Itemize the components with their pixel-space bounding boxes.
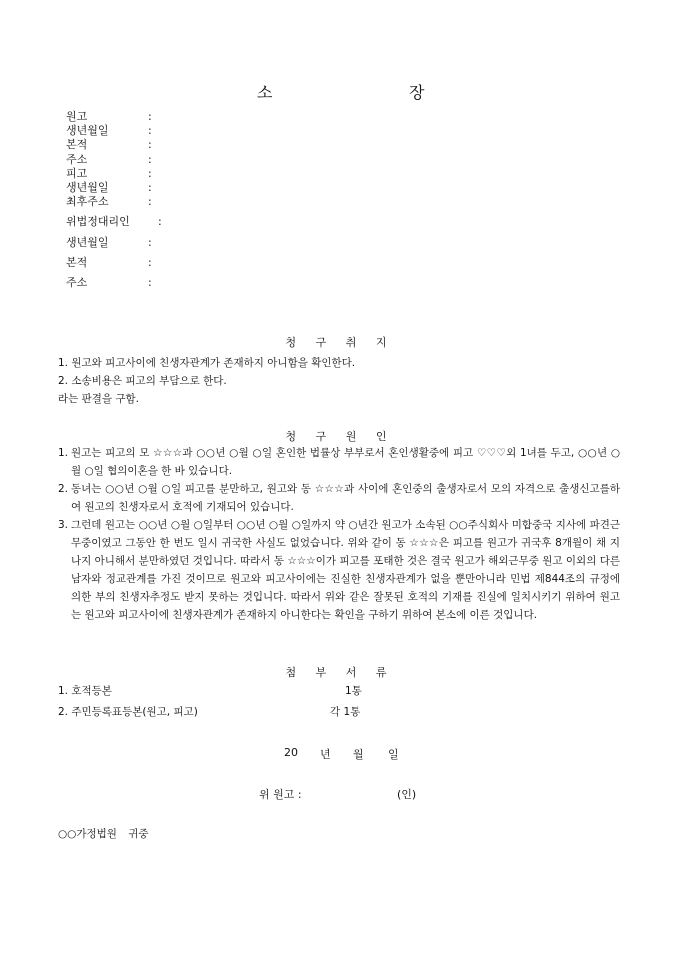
party-row: 본적 :: [66, 138, 152, 151]
party-row: 주소 :: [66, 153, 152, 166]
item-number: 2.: [58, 483, 69, 495]
date-month-label: 월: [353, 748, 364, 761]
court-suffix: 귀중: [128, 828, 149, 840]
party-label: 생년월일: [66, 181, 109, 194]
attachment-count: 1통: [345, 685, 362, 697]
seal-mark: (인): [397, 788, 417, 801]
claim-purpose-heading: 청 구 취 지: [285, 336, 395, 349]
attachment-row: [58, 683, 362, 698]
party-row: 생년월일 :: [66, 181, 152, 194]
claim-cause-item: [58, 480, 620, 516]
claim-cause-heading: 청 구 원 인: [285, 430, 395, 443]
claim-purpose-item: 1. 원고와 피고사이에 친생자관계가 존재하지 아니함을 확인한다.: [58, 357, 356, 369]
item-text: 동녀는 ○○년 ○월 ○일 피고를 분만하고, 원고와 동 ☆☆☆과 사이에 혼인중의 출생자로서 모의 자격으로 출생신고를하여 원고의 친생자로서 호적에 기재되어 있습니다.: [71, 483, 620, 513]
party-row: 피고 :: [66, 167, 152, 180]
party-row: 위법정대리인 :: [66, 215, 162, 228]
item-text: 원고는 피고의 모 ☆☆☆과 ○○년 ○월 ○일 혼인한 법률상 부부로서 혼인생활중에 피고 ♡♡♡외 1녀를 두고, ○○년 ○월 ○일 협의이혼을 한 바 있습니다.: [71, 447, 620, 477]
party-row: 주소 :: [66, 276, 152, 289]
attachment-name: 1. 호적등본: [58, 685, 112, 697]
attachment-count: 각 1통: [330, 706, 361, 718]
item-number: 3.: [58, 519, 69, 531]
party-label: 주소: [66, 276, 88, 289]
party-label: 위법정대리인: [66, 215, 130, 228]
attachment-name: 2. 주민등록표등본(원고, 피고): [58, 706, 198, 718]
item-text: 그런데 원고는 ○○년 ○월 ○일부터 ○○년 ○월 ○일까지 약 ○년간 원고가 소속된 ○○주식회사 미합중국 지사에 파견근무중이였고 그동안 한 번도 일시 귀국한 사실도 없었습니다. 위와 같이 동 ☆☆☆은 피고를 원고가 귀국후 8개월이 채 지나지 아니해서 분만하였던 것입니다. 따라서 동 ☆☆☆이가 피고를 포태한 것은 결국 원고가 해외근무중 원고 이외의 다른 남자와 정교관계를 가진 것이므로 원고와 피고사이에는 진실한 친생자관계가 없을 뿐만아니라 민법 제844조의 규정에 의한 부의 친생자추정도 받지 못하는 것입니다. 따라서 위와 같은 잘못된 호적의 기재를 진실에 일치시키기 위하여 원고는 원고와 피고사이에 친생자관계가 존재하지 아니한다는 확인을 구하기 위하여 본소에 이른 것입니다.: [71, 519, 620, 621]
signature-label: 위 원고 :: [259, 788, 302, 801]
claim-purpose-item: 2. 소송비용은 피고의 부담으로 한다.: [58, 375, 227, 387]
title-part-2: 장: [409, 83, 426, 102]
party-label: 생년월일: [66, 236, 109, 249]
date-day-label: 일: [388, 748, 399, 761]
claim-purpose-item: 라는 판결을 구함.: [58, 393, 140, 405]
attachment-row: [58, 704, 361, 719]
claim-cause-item: [58, 516, 620, 624]
party-row: 본적 :: [66, 256, 152, 269]
title-part-1: 소: [257, 83, 274, 102]
party-label: 본적: [66, 138, 88, 151]
party-label: 본적: [66, 256, 88, 269]
date-year: 20: [284, 746, 298, 759]
party-row: 최후주소 :: [66, 195, 152, 208]
party-row: 원고 :: [66, 110, 152, 123]
party-label: 주소: [66, 153, 88, 166]
party-label: 생년월일: [66, 124, 109, 137]
party-label: 최후주소: [66, 195, 109, 208]
court-name: ○○가정법원: [58, 828, 117, 840]
party-label: 피고: [66, 167, 88, 180]
party-label: 원고: [66, 110, 88, 123]
party-row: 생년월일 :: [66, 236, 152, 249]
claim-cause-item: [58, 444, 620, 480]
date-year-label: 년: [320, 748, 331, 761]
court-addressee: [58, 826, 149, 841]
item-number: 1.: [58, 447, 69, 459]
party-row: 생년월일 :: [66, 124, 152, 137]
attachments-heading: 첨 부 서 류: [285, 666, 395, 679]
